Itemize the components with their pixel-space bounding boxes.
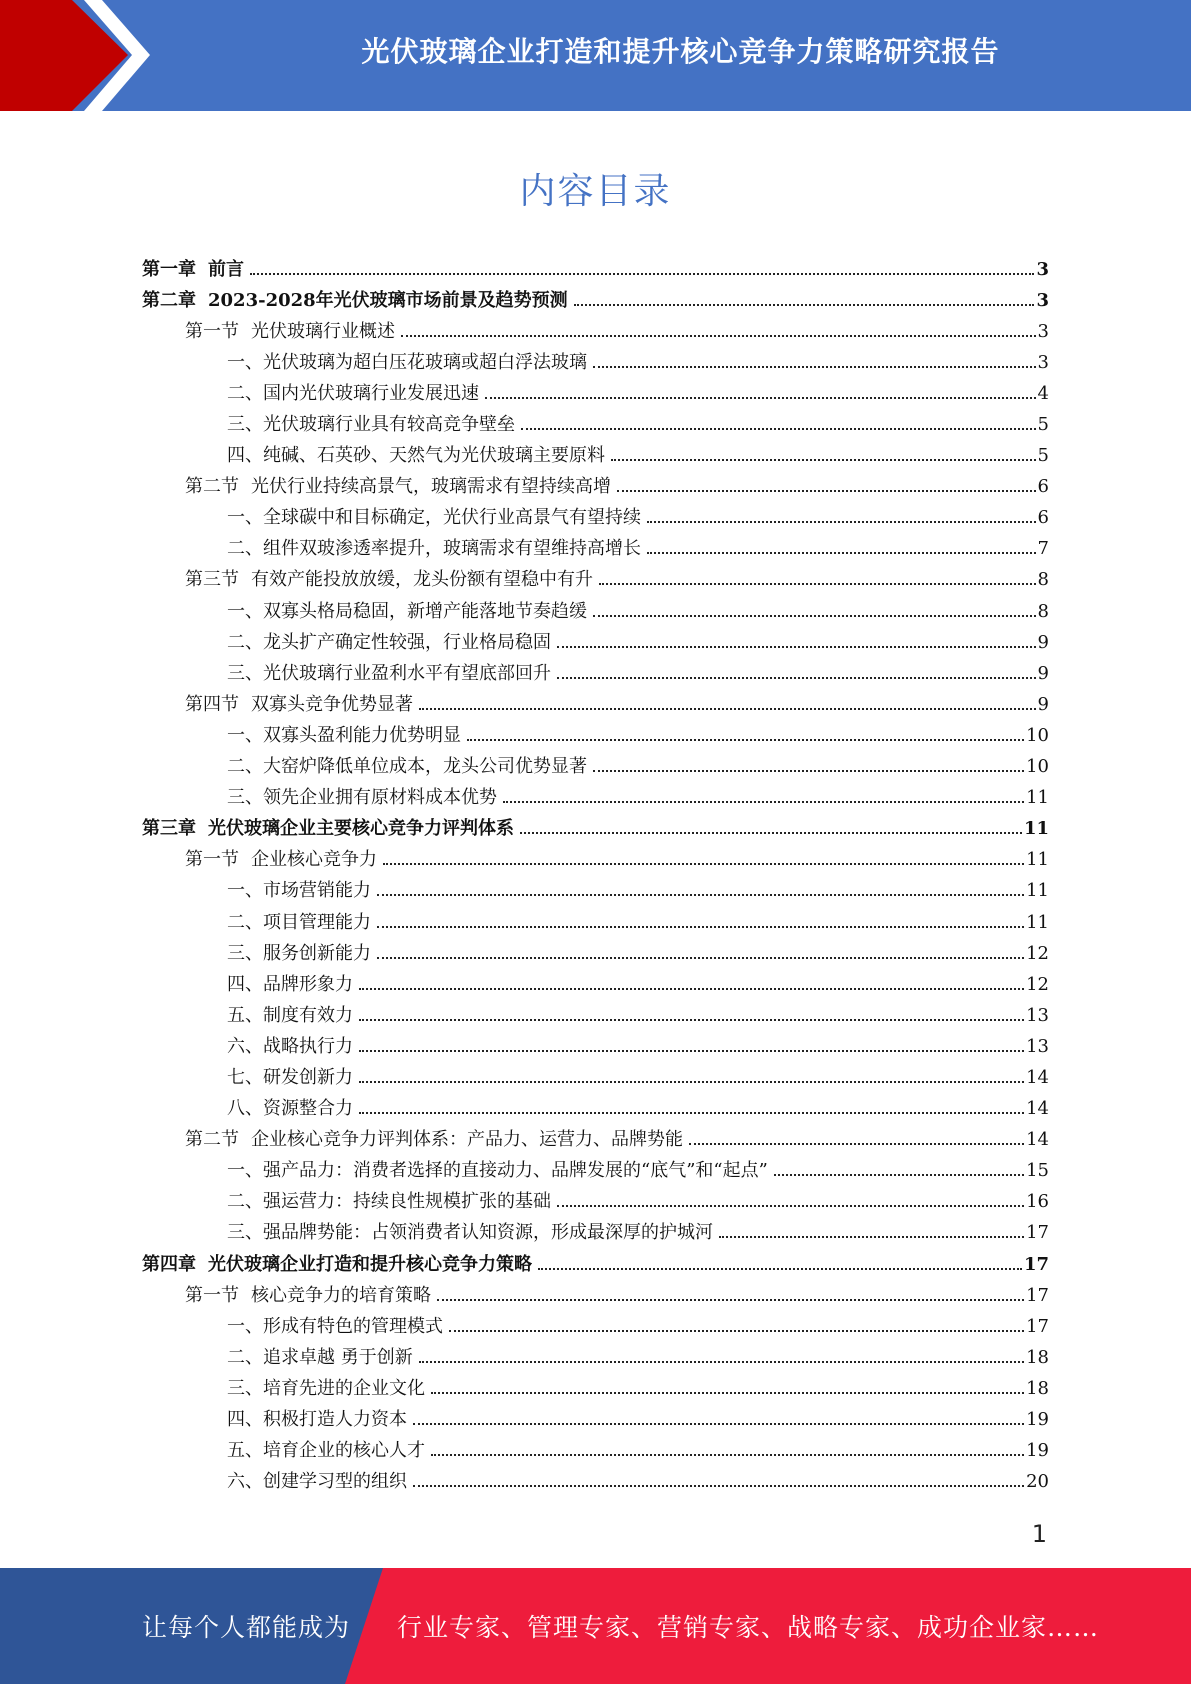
toc-subsection-entry[interactable] [142,658,1049,689]
toc-dot-leader [449,1316,1024,1332]
toc-entry-title: 四、积极打造人力资本 [227,1409,407,1431]
toc-section-entry[interactable] [142,1125,1049,1156]
toc-dot-leader [359,974,1024,990]
toc-entry-page: 9 [1037,693,1049,715]
toc-dot-leader [377,912,1024,928]
toc-dot-leader [419,1347,1024,1363]
toc-entry-title: 五、培育企业的核心人才 [227,1440,425,1462]
toc-entry-title: 六、战略执行力 [227,1035,353,1057]
toc-entry-page: 11 [1026,911,1049,933]
header-banner [0,0,1191,111]
toc-dot-leader [647,507,1036,523]
toc-entry-title: 二、国内光伏玻璃行业发展迅速 [227,382,479,404]
toc-entry-number: 第四章 [142,1253,196,1275]
toc-entry-page: 5 [1037,445,1049,467]
toc-dot-leader [774,1160,1024,1176]
toc-dot-leader [359,1005,1024,1021]
toc-dot-leader [485,383,1036,399]
toc-entry-page: 14 [1026,1098,1049,1120]
toc-entry-title: 一、双寡头盈利能力优势明显 [227,724,461,746]
toc-section-entry[interactable] [142,472,1049,503]
toc-subsection-entry[interactable] [142,409,1049,440]
toc-entry-title: 三、强品牌势能：占领消费者认知资源，形成最深厚的护城河 [227,1222,713,1244]
footer-banner [0,1568,1191,1684]
toc-entry-number: 第二节 [185,1129,239,1151]
toc-entry-title: 四、纯碱、石英砂、天然气为光伏玻璃主要原料 [227,445,605,467]
toc-entry-title: 二、龙头扩产确定性较强，行业格局稳固 [227,631,551,653]
toc-entry-number: 第四节 [185,693,239,715]
toc-entry-title: 光伏玻璃行业概述 [251,320,395,342]
toc-subsection-entry[interactable] [142,1436,1049,1467]
toc-dot-leader [250,259,1034,275]
toc-entry-title: 二、组件双玻渗透率提升，玻璃需求有望维持高增长 [227,538,641,560]
toc-subsection-entry[interactable] [142,441,1049,472]
toc-entry-page: 13 [1026,1035,1049,1057]
toc-dot-leader [557,663,1036,679]
toc-dot-leader [503,787,1024,803]
toc-entry-page: 3 [1036,258,1049,280]
toc-subsection-entry[interactable] [142,876,1049,907]
toc-entry-title: 核心竞争力的培育策略 [251,1284,431,1306]
toc-entry-page: 9 [1037,631,1049,653]
toc-entry-title: 一、形成有特色的管理模式 [227,1315,443,1337]
toc-entry-title: 六、创建学习型的组织 [227,1471,407,1493]
toc-subsection-entry[interactable] [142,752,1049,783]
toc-subsection-entry[interactable] [142,1094,1049,1125]
toc-entry-title: 光伏玻璃企业主要核心竞争力评判体系 [208,818,514,840]
toc-subsection-entry[interactable] [142,720,1049,751]
toc-chapter-entry[interactable] [142,254,1049,285]
toc-subsection-entry[interactable] [142,1373,1049,1404]
toc-entry-title: 一、市场营销能力 [227,880,371,902]
toc-dot-leader [719,1222,1024,1238]
toc-entry-title: 前言 [208,258,244,280]
toc-entry-page: 11 [1026,880,1049,902]
toc-entry-page: 17 [1023,1253,1049,1275]
toc-entry-page: 18 [1026,1346,1049,1368]
toc-entry-page: 8 [1037,600,1049,622]
toc-entry-page: 15 [1026,1160,1049,1182]
toc-dot-leader [538,1254,1022,1270]
toc-subsection-entry[interactable] [142,1031,1049,1062]
toc-entry-page: 14 [1026,1066,1049,1088]
toc-entry-title: 三、光伏玻璃行业盈利水平有望底部回升 [227,662,551,684]
toc-subsection-entry[interactable] [142,1000,1049,1031]
toc-entry-title: 四、品牌形象力 [227,973,353,995]
toc-entry-title: 光伏玻璃企业打造和提升核心竞争力策略 [208,1253,532,1275]
table-of-contents [142,254,1049,1498]
toc-entry-page: 17 [1026,1315,1049,1337]
toc-subsection-entry[interactable] [142,534,1049,565]
toc-chapter-entry[interactable] [142,285,1049,316]
toc-entry-page: 18 [1026,1377,1049,1399]
toc-entry-page: 16 [1026,1191,1049,1213]
toc-dot-leader [647,538,1036,554]
toc-entry-title: 光伏行业持续高景气，玻璃需求有望持续高增 [251,476,611,498]
toc-subsection-entry[interactable] [142,1187,1049,1218]
toc-dot-leader [593,601,1036,617]
toc-dot-leader [593,756,1024,772]
toc-dot-leader [467,725,1024,741]
toc-entry-number: 第三节 [185,569,239,591]
toc-entry-page: 17 [1026,1284,1049,1306]
toc-dot-leader [557,632,1036,648]
toc-dot-leader [611,445,1036,461]
toc-entry-title: 企业核心竞争力评判体系：产品力、运营力、品牌势能 [251,1129,683,1151]
toc-entry-title: 八、资源整合力 [227,1098,353,1120]
toc-entry-number: 第三章 [142,818,196,840]
toc-entry-number: 第二章 [142,289,196,311]
toc-subsection-entry[interactable] [142,938,1049,969]
toc-entry-title: 五、制度有效力 [227,1004,353,1026]
report-title: 光伏玻璃企业打造和提升核心竞争力策略研究报告 [361,35,1000,68]
toc-subsection-entry[interactable] [142,1404,1049,1435]
toc-entry-title: 二、项目管理能力 [227,911,371,933]
toc-dot-leader [521,414,1036,430]
toc-dot-leader [557,1191,1024,1207]
toc-entry-page: 11 [1023,818,1049,840]
toc-dot-leader [413,1471,1024,1487]
toc-subsection-entry[interactable] [142,1342,1049,1373]
toc-entry-title: 三、培育先进的企业文化 [227,1377,425,1399]
toc-subsection-entry[interactable] [142,1218,1049,1249]
toc-entry-title: 2023-2028年光伏玻璃市场前景及趋势预测 [208,289,568,311]
toc-entry-title: 一、双寡头格局稳固，新增产能落地节奏趋缓 [227,600,587,622]
toc-subsection-entry[interactable] [142,1311,1049,1342]
toc-dot-leader [437,1285,1024,1301]
toc-entry-number: 第一章 [142,258,196,280]
toc-subsection-entry[interactable] [142,503,1049,534]
toc-entry-number: 第二节 [185,476,239,498]
toc-section-entry[interactable] [142,845,1049,876]
toc-entry-page: 10 [1026,756,1049,778]
toc-dot-leader [359,1098,1024,1114]
toc-entry-page: 3 [1037,351,1049,373]
toc-entry-page: 14 [1026,1129,1049,1151]
footer-slogan-left: 让每个人都能成为 [142,1613,351,1642]
toc-entry-page: 9 [1037,662,1049,684]
toc-subsection-entry[interactable] [142,969,1049,1000]
toc-entry-page: 3 [1037,320,1049,342]
toc-subsection-entry[interactable] [142,378,1049,409]
toc-heading: 内容目录 [519,171,672,212]
toc-entry-page: 11 [1026,787,1049,809]
toc-dot-leader [593,352,1036,368]
page-number: 1 [1031,1520,1047,1548]
toc-entry-page: 13 [1026,1004,1049,1026]
toc-entry-page: 6 [1037,476,1049,498]
toc-entry-page: 3 [1036,289,1049,311]
toc-entry-page: 19 [1026,1409,1049,1431]
toc-entry-page: 11 [1026,849,1049,871]
toc-entry-page: 6 [1037,507,1049,529]
toc-entry-page: 8 [1037,569,1049,591]
toc-dot-leader [599,569,1036,585]
toc-dot-leader [401,321,1036,337]
toc-dot-leader [431,1440,1024,1456]
toc-dot-leader [419,694,1036,710]
toc-entry-title: 三、领先企业拥有原材料成本优势 [227,787,497,809]
footer-slogan-right: 行业专家、管理专家、营销专家、战略专家、成功企业家…… [397,1613,1100,1642]
toc-entry-title: 双寡头竞争优势显著 [251,693,413,715]
toc-subsection-entry[interactable] [142,1062,1049,1093]
toc-subsection-entry[interactable] [142,907,1049,938]
toc-subsection-entry[interactable] [142,783,1049,814]
toc-entry-page: 7 [1037,538,1049,560]
toc-subsection-entry[interactable] [142,1467,1049,1498]
toc-chapter-entry[interactable] [142,814,1049,845]
toc-entry-title: 七、研发创新力 [227,1066,353,1088]
toc-dot-leader [413,1409,1024,1425]
toc-entry-title: 二、强运营力：持续良性规模扩张的基础 [227,1191,551,1213]
toc-entry-number: 第一节 [185,320,239,342]
toc-dot-leader [377,880,1024,896]
toc-dot-leader [377,943,1024,959]
toc-entry-page: 5 [1037,414,1049,436]
toc-dot-leader [359,1067,1024,1083]
toc-entry-title: 三、光伏玻璃行业具有较高竞争壁垒 [227,414,515,436]
toc-section-entry[interactable] [142,565,1049,596]
toc-section-entry[interactable] [142,689,1049,720]
toc-entry-title: 一、强产品力：消费者选择的直接动力、品牌发展的“底气”和“起点” [227,1160,768,1182]
toc-entry-title: 企业核心竞争力 [251,849,377,871]
toc-entry-title: 二、追求卓越 勇于创新 [227,1346,413,1368]
toc-dot-leader [383,849,1024,865]
toc-section-entry[interactable] [142,1280,1049,1311]
toc-chapter-entry[interactable] [142,1249,1049,1280]
toc-dot-leader [520,818,1022,834]
toc-entry-title: 有效产能投放放缓，龙头份额有望稳中有升 [251,569,593,591]
toc-entry-title: 三、服务创新能力 [227,942,371,964]
toc-dot-leader [617,476,1036,492]
toc-dot-leader [574,290,1035,306]
toc-subsection-entry[interactable] [142,347,1049,378]
toc-entry-page: 19 [1026,1440,1049,1462]
toc-entry-title: 一、全球碳中和目标确定，光伏行业高景气有望持续 [227,507,641,529]
toc-entry-number: 第一节 [185,849,239,871]
toc-subsection-entry[interactable] [142,596,1049,627]
toc-dot-leader [689,1129,1024,1145]
toc-entry-title: 一、光伏玻璃为超白压花玻璃或超白浮法玻璃 [227,351,587,373]
toc-section-entry[interactable] [142,316,1049,347]
toc-entry-page: 4 [1037,382,1049,404]
toc-entry-number: 第一节 [185,1284,239,1306]
toc-entry-title: 二、大窑炉降低单位成本，龙头公司优势显著 [227,756,587,778]
toc-entry-page: 10 [1026,724,1049,746]
toc-dot-leader [431,1378,1024,1394]
toc-entry-page: 12 [1026,973,1049,995]
toc-entry-page: 20 [1026,1471,1049,1493]
toc-entry-page: 12 [1026,942,1049,964]
toc-subsection-entry[interactable] [142,1156,1049,1187]
toc-subsection-entry[interactable] [142,627,1049,658]
toc-dot-leader [359,1036,1024,1052]
toc-entry-page: 17 [1026,1222,1049,1244]
